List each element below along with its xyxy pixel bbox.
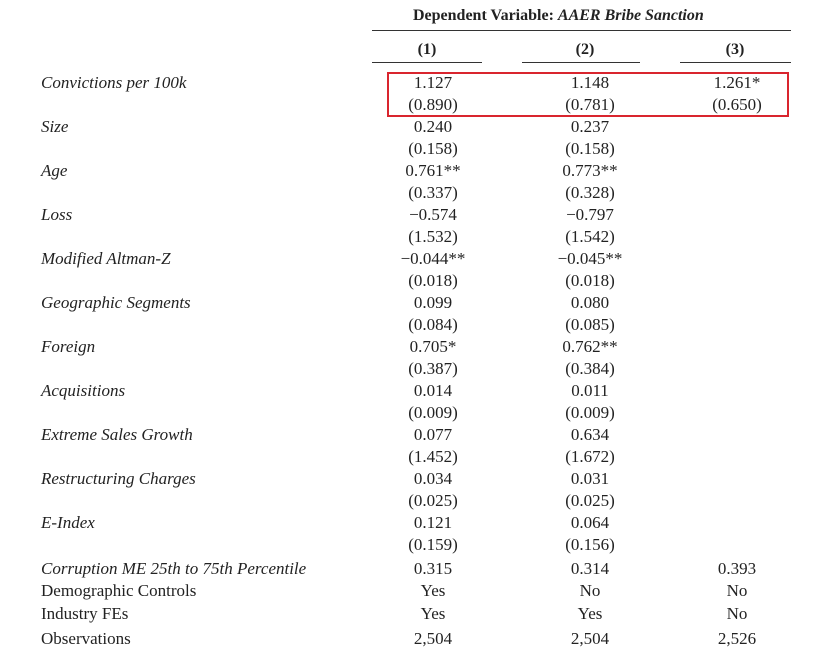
table-title xyxy=(413,6,704,26)
coefficient-cell: 0.077 xyxy=(413,425,453,444)
row-label: Loss xyxy=(41,205,73,224)
column-rule-3 xyxy=(680,62,791,63)
coefficient-cell: 1.261* xyxy=(713,73,761,92)
row-label: Convictions per 100k xyxy=(41,73,187,92)
footer-cell: 0.314 xyxy=(570,559,610,578)
row-label: E-Index xyxy=(41,513,95,532)
dependent-variable-name: AAER Bribe Sanction xyxy=(557,7,704,24)
coefficient-cell: 0.034 xyxy=(413,469,453,488)
coefficient-cell: −0.045** xyxy=(557,249,623,268)
standard-error-cell: (1.532) xyxy=(408,227,458,246)
footer-label: Corruption ME 25th to 75th Percentile xyxy=(41,559,307,578)
title-rule xyxy=(372,30,791,31)
standard-error-cell: (0.650) xyxy=(712,95,762,114)
column-rule-2 xyxy=(522,62,640,63)
row-label: Size xyxy=(41,117,69,136)
coefficient-cell: 1.148 xyxy=(570,73,610,92)
coefficient-cell: 0.634 xyxy=(570,425,610,444)
column-rule-1 xyxy=(372,62,482,63)
standard-error-cell: (0.025) xyxy=(565,491,615,510)
standard-error-cell: (0.156) xyxy=(565,535,615,554)
coefficient-cell: −0.044** xyxy=(400,249,466,268)
coefficient-cell: 0.080 xyxy=(570,293,610,312)
coefficient-cell: 0.240 xyxy=(413,117,453,136)
coefficient-cell: −0.574 xyxy=(409,205,457,224)
coefficient-cell: 0.064 xyxy=(570,513,610,532)
footer-cell: 0.315 xyxy=(413,559,453,578)
row-label: Age xyxy=(41,161,68,180)
standard-error-cell: (0.159) xyxy=(408,535,458,554)
column-header-2: (2) xyxy=(575,41,595,58)
highlight-box xyxy=(387,72,789,117)
row-label: Extreme Sales Growth xyxy=(41,425,193,444)
standard-error-cell: (0.387) xyxy=(408,359,458,378)
footer-cell: 2,504 xyxy=(413,629,453,648)
coefficient-cell: 1.127 xyxy=(413,73,453,92)
row-label: Geographic Segments xyxy=(41,293,191,312)
footer-cell: Yes xyxy=(577,604,603,623)
coefficient-cell: 0.099 xyxy=(413,293,453,312)
row-label: Modified Altman-Z xyxy=(41,249,171,268)
footer-cell: No xyxy=(579,581,601,600)
standard-error-cell: (0.158) xyxy=(565,139,615,158)
coefficient-cell: 0.773** xyxy=(562,161,618,180)
standard-error-cell: (1.672) xyxy=(565,447,615,466)
standard-error-cell: (0.384) xyxy=(565,359,615,378)
standard-error-cell: (0.009) xyxy=(408,403,458,422)
standard-error-cell: (0.890) xyxy=(408,95,458,114)
standard-error-cell: (0.025) xyxy=(408,491,458,510)
standard-error-cell: (0.018) xyxy=(565,271,615,290)
footer-cell: Yes xyxy=(420,581,446,600)
standard-error-cell: (0.158) xyxy=(408,139,458,158)
standard-error-cell: (0.328) xyxy=(565,183,615,202)
column-header-3: (3) xyxy=(725,41,745,58)
standard-error-cell: (0.084) xyxy=(408,315,458,334)
footer-label: Demographic Controls xyxy=(41,581,197,600)
footer-cell: No xyxy=(726,581,748,600)
row-label: Restructuring Charges xyxy=(41,469,196,488)
standard-error-cell: (0.337) xyxy=(408,183,458,202)
row-label: Foreign xyxy=(41,337,96,356)
coefficient-cell: 0.761** xyxy=(405,161,461,180)
standard-error-cell: (0.085) xyxy=(565,315,615,334)
coefficient-cell: 0.762** xyxy=(562,337,618,356)
title-prefix: Dependent Variable: xyxy=(413,7,558,24)
coefficient-cell: 0.011 xyxy=(571,381,609,400)
footer-label: Industry FEs xyxy=(41,604,129,623)
standard-error-cell: (1.452) xyxy=(408,447,458,466)
footer-label: Observations xyxy=(41,629,131,648)
footer-cell: 2,526 xyxy=(717,629,757,648)
footer-cell: No xyxy=(726,604,748,623)
standard-error-cell: (0.009) xyxy=(565,403,615,422)
coefficient-cell: 0.121 xyxy=(413,513,453,532)
column-header-1: (1) xyxy=(417,41,437,58)
row-label: Acquisitions xyxy=(41,381,126,400)
footer-cell: 0.393 xyxy=(717,559,757,578)
standard-error-cell: (1.542) xyxy=(565,227,615,246)
coefficient-cell: 0.031 xyxy=(570,469,610,488)
standard-error-cell: (0.018) xyxy=(408,271,458,290)
footer-cell: 2,504 xyxy=(570,629,610,648)
coefficient-cell: 0.705* xyxy=(409,337,457,356)
coefficient-cell: 0.014 xyxy=(413,381,453,400)
coefficient-cell: 0.237 xyxy=(570,117,610,136)
standard-error-cell: (0.781) xyxy=(565,95,615,114)
coefficient-cell: −0.797 xyxy=(566,205,614,224)
footer-cell: Yes xyxy=(420,604,446,623)
